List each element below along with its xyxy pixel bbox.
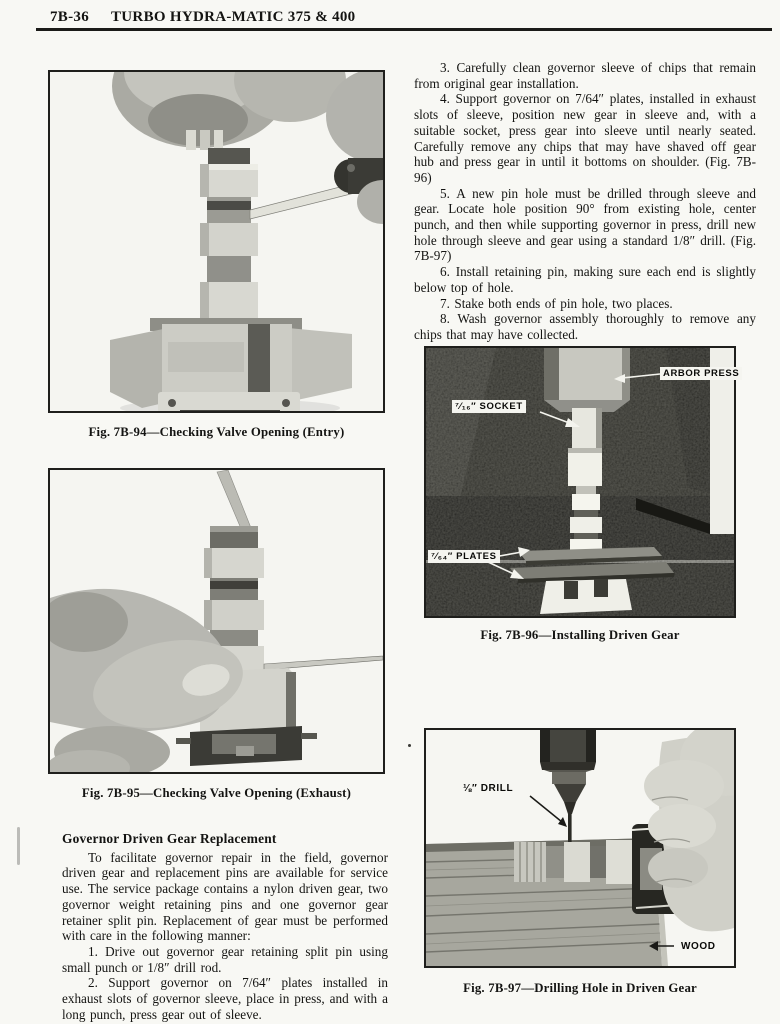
section-paragraph: To facilitate governor repair in the field, governor driven gear and replacement pins are available for service use. The service package contains a nylon driven gear, two governor weight retaining pins and one governor gear retainer split pin. Replacement of gear must be performed with care in the following manner: (62, 849, 388, 944)
socket-label: ⁷⁄₁₆″ SOCKET (452, 400, 526, 413)
fig96-photo-illustration (426, 348, 734, 616)
section-step-1: 1. Drive out governor gear retaining split pin using small punch or 1/8″ drill rod. (62, 943, 388, 975)
figure-7b94 (48, 70, 385, 413)
section-heading: Governor Driven Gear Replacement (62, 831, 277, 846)
step-5: 5. A new pin hole must be drilled through sleeve and gear. Locate hole position 90° from existing hole, center punch, and then while supporting governor in press, drill new hole through sleeve and gear using a standard 1/8″ drill. (Fig. 7B-97) (414, 185, 756, 264)
governor-gear-replacement-section (62, 831, 388, 1022)
page-number: 7B-36 (50, 9, 89, 25)
fig95-caption: Fig. 7B-95—Checking Valve Opening (Exhaust) (81, 786, 352, 800)
scan-smudge (17, 827, 20, 865)
figure-7b97 (424, 728, 736, 968)
arbor-press-label: ARBOR PRESS (660, 367, 742, 380)
fig97-photo-illustration (426, 730, 734, 966)
fig94-photo-illustration (50, 72, 383, 411)
fig94-caption: Fig. 7B-94—Checking Valve Opening (Entry) (88, 425, 345, 439)
page-title: TURBO HYDRA-MATIC 375 & 400 (111, 9, 356, 25)
plates-label: ⁷⁄₆₄″ PLATES (428, 550, 500, 563)
drill-label: ⅛″ DRILL (463, 783, 514, 794)
procedure-steps (414, 60, 756, 343)
fig95-photo-illustration (50, 470, 383, 772)
step-6: 6. Install retaining pin, making sure each end is slightly below top of hole. (414, 264, 756, 295)
fig96-caption: Fig. 7B-96—Installing Driven Gear (480, 628, 680, 642)
page-header (50, 9, 355, 26)
scan-dot (408, 744, 411, 747)
governor-sleeve-stack (200, 148, 258, 334)
figure-7b96 (424, 346, 740, 618)
step-4: 4. Support governor on 7/64″ plates, installed in exhaust slots of sleeve, position new gear in sleeve and, with a suitable socket, press gear into sleeve until nearly seated. Carefully remove any chips that may have shaved off gear hub and press gear in until it bottoms on shoulder. (Fig. 7B-96) (414, 91, 756, 185)
step-7: 7. Stake both ends of pin hole, two places. (440, 295, 673, 311)
section-step-2: 2. Support governor on 7/64″ plates installed in exhaust slots of governor sleeve, place in press, and with a long punch, press gear out of sleeve. (62, 975, 388, 1022)
step-8: 8. Wash governor assembly thoroughly to remove any chips that may have collected. (414, 311, 756, 342)
governor-sleeve-in-press (570, 494, 602, 554)
fig97-caption: Fig. 7B-97—Drilling Hole in Driven Gear (463, 981, 697, 995)
figure-7b95 (48, 468, 385, 774)
header-rule (36, 28, 772, 31)
governor-flange (540, 579, 632, 614)
step-3: 3. Carefully clean governor sleeve of chips that remain from original gear installation. (414, 60, 756, 91)
wood-label: WOOD (681, 941, 716, 952)
